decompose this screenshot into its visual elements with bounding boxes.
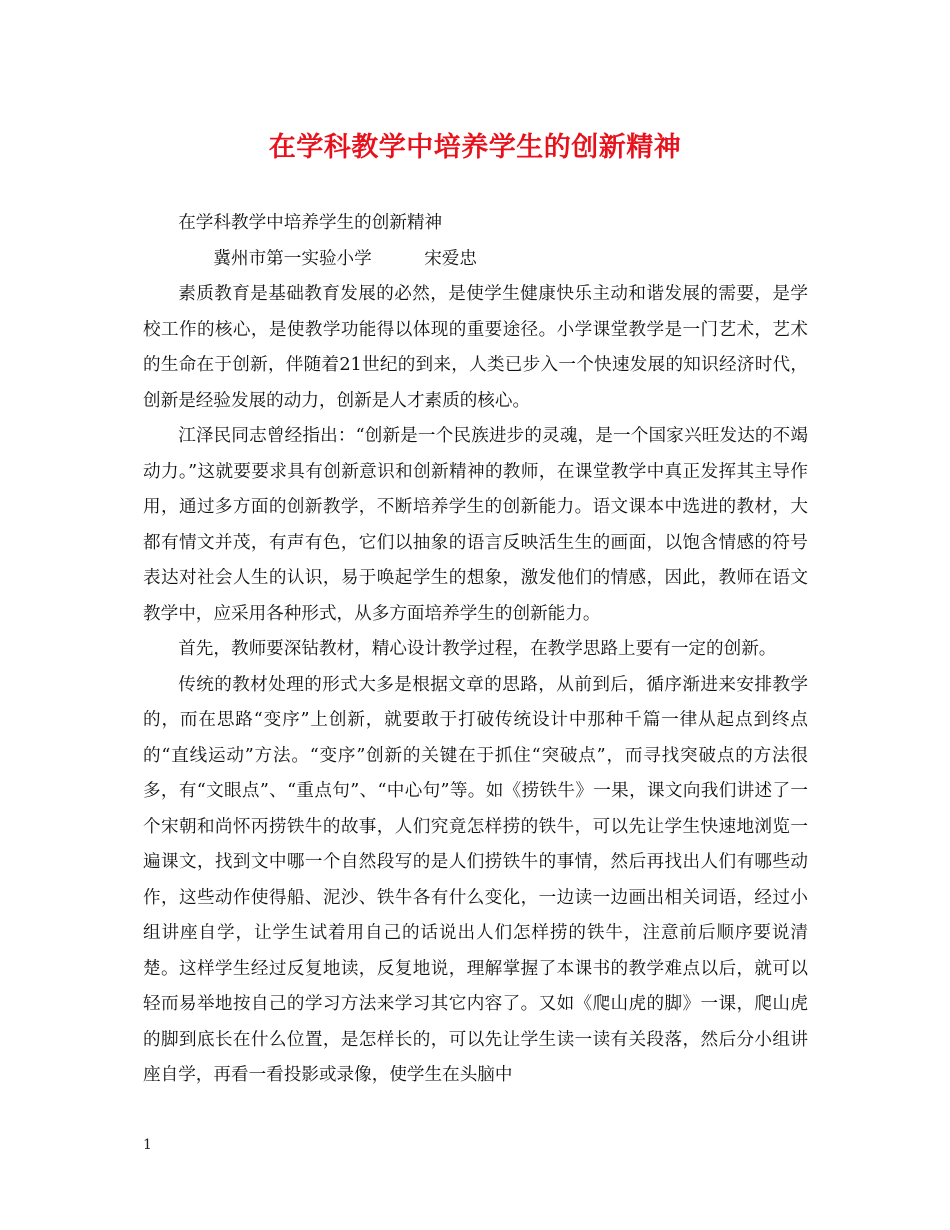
school-name: 冀州市第一实验小学 [213,248,372,269]
body-paragraph: 传统的教材处理的形式大多是根据文章的思路，从前到后，循序渐进来安排教学的，而在思路“变序”上创新，就要敢于打破传统设计中那种千篇一律从起点到终点的“直线运动”方法。“变序”创新的关键在于抓住“突破点”，而寻找突破点的方法很多，有“文眼点”、“重点句”、“中心句”等。如《捞铁牛》一果，课文向我们讲述了一个宋朝和尚怀丙捞铁牛的故事，人们究竟怎样捞的铁牛，可以先让学生快速地浏览一遍课文，找到文中哪一个自然段写的是人们捞铁牛的事情，然后再找出人们有哪些动作，这些动作使得船、泥沙、铁牛各有什么变化，一边读一边画出相关词语，经过小组讲座自学，让学生试着用自己的话说出人们怎样捞的铁牛，注意前后顺序要说清楚。这样学生经过反复地读，反复地说，理解掌握了本课书的教学难点以后，就可以轻而易举地按自己的学习方法来学习其它内容了。又如《爬山虎的脚》一课，爬山虎的脚到底长在什么位置，是怎样长的，可以先让学生读一读有关段落，然后分小组讲座自学，再看一看投影或录像，使学生在头脑中 [143,674,808,1085]
body-paragraph: 首先，教师要深钻教材，精心设计教学过程，在教学思路上要有一定的创新。 [178,639,777,659]
author-byline [143,242,808,278]
body-paragraph: 素质教育是基础教育发展的必然，是使学生健康快乐主动和谐发展的需要，是学校工作的核心，是使教学功能得以体现的重要途径。小学课堂教学是一门艺术，艺术的生命在于创新，伴随着21世纪的到来，人类已步入一个快速发展的知识经济时代，创新是经验发展的动力，创新是人才素质的核心。 [143,284,808,411]
document-body [143,206,808,1094]
page-number: 1 [143,1137,152,1153]
document-title: 在学科教学中培养学生的创新精神 [268,132,682,163]
body-paragraph: 江泽民同志曾经指出：“创新是一个民族进步的灵魂，是一个国家兴旺发达的不竭动力。”这就要要求具有创新意识和创新精神的教师，在课堂教学中真正发挥其主导作用，通过多方面的创新教学，不断培养学生的创新能力。语文课本中选进的教材，大都有情文并茂，有声有色，它们以抽象的语言反映活生生的画面，以饱含情感的符号表达对社会人生的认识，易于唤起学生的想象，激发他们的情感，因此，教师在语文教学中，应采用各种形式，从多方面培养学生的创新能力。 [143,426,808,624]
author-name: 宋爱忠 [424,248,477,269]
document-subtitle: 在学科教学中培养学生的创新精神 [178,213,443,233]
